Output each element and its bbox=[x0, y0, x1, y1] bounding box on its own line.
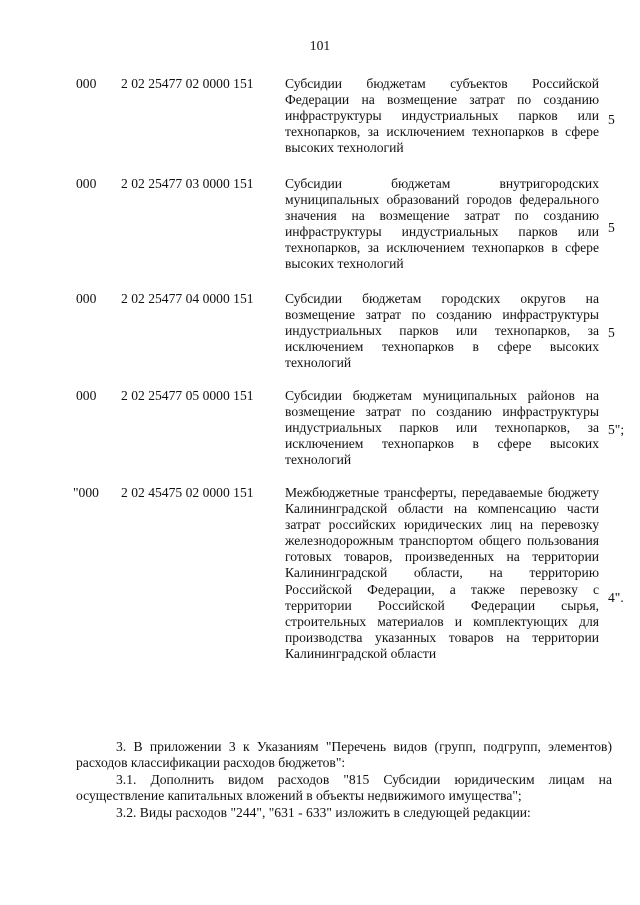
admin-code: 000 bbox=[76, 76, 97, 91]
code-description: Субсидии бюджетам субъектов Российской Федерации на возмещение затрат по созданию инфраструктуры индустриальных парков или технопарков, за исключением технопарков в сфере высоких технологий bbox=[285, 76, 599, 156]
budget-classification-code: 2 02 25477 03 0000 151 bbox=[121, 176, 254, 191]
group-value: 5 bbox=[608, 112, 615, 127]
body-paragraph: 3. В приложении 3 к Указаниям "Перечень видов (групп, подгрупп, элементов) расходов классификации расходов бюджетов": bbox=[76, 739, 612, 771]
admin-code: 000 bbox=[76, 388, 97, 403]
admin-code: "000 bbox=[73, 485, 99, 500]
code-description: Межбюджетные трансферты, передаваемые бюджету Калининградской области на компенсацию части затрат российских юридических лиц на перевозку железнодорожным транспортом общего пользования готовых товаров, произведенных на территории Калининградской области, на территорию Российской Федерации, а также перевозку с территории Российской Федерации сырья, строительных материалов и комплектующих для производства указанных товаров на территории Калининградской области bbox=[285, 485, 599, 661]
code-description: Субсидии бюджетам муниципальных районов на возмещение затрат по созданию инфраструктуры индустриальных парков или технопарков, за исключением технопарков в сфере высоких технологий bbox=[285, 388, 599, 468]
group-value: 5 bbox=[608, 220, 615, 235]
admin-code: 000 bbox=[76, 291, 97, 306]
page-number: 101 bbox=[309, 38, 331, 53]
admin-code: 000 bbox=[76, 176, 97, 191]
budget-classification-code: 2 02 25477 04 0000 151 bbox=[121, 291, 254, 306]
budget-classification-code: 2 02 45475 02 0000 151 bbox=[121, 485, 254, 500]
group-value: 5"; bbox=[608, 422, 625, 437]
group-value: 5 bbox=[608, 325, 615, 340]
code-description: Субсидии бюджетам городских округов на возмещение затрат по созданию инфраструктуры индустриальных парков или технопарков, за исключением технопарков в сфере высоких технологий bbox=[285, 291, 599, 371]
body-paragraph: 3.1. Дополнить видом расходов "815 Субсидии юридическим лицам на осуществление капитальных вложений в объекты недвижимого имущества"; bbox=[76, 772, 612, 804]
body-paragraph: 3.2. Виды расходов "244", "631 - 633" изложить в следующей редакции: bbox=[116, 805, 531, 820]
budget-classification-code: 2 02 25477 05 0000 151 bbox=[121, 388, 254, 403]
budget-classification-code: 2 02 25477 02 0000 151 bbox=[121, 76, 254, 91]
code-description: Субсидии бюджетам внутригородских муниципальных образований городов федерального значения на возмещение затрат по созданию инфраструктуры индустриальных парков или технопарков, за исключением технопарков в сфере высоких технологий bbox=[285, 176, 599, 272]
group-value: 4". bbox=[608, 590, 624, 605]
